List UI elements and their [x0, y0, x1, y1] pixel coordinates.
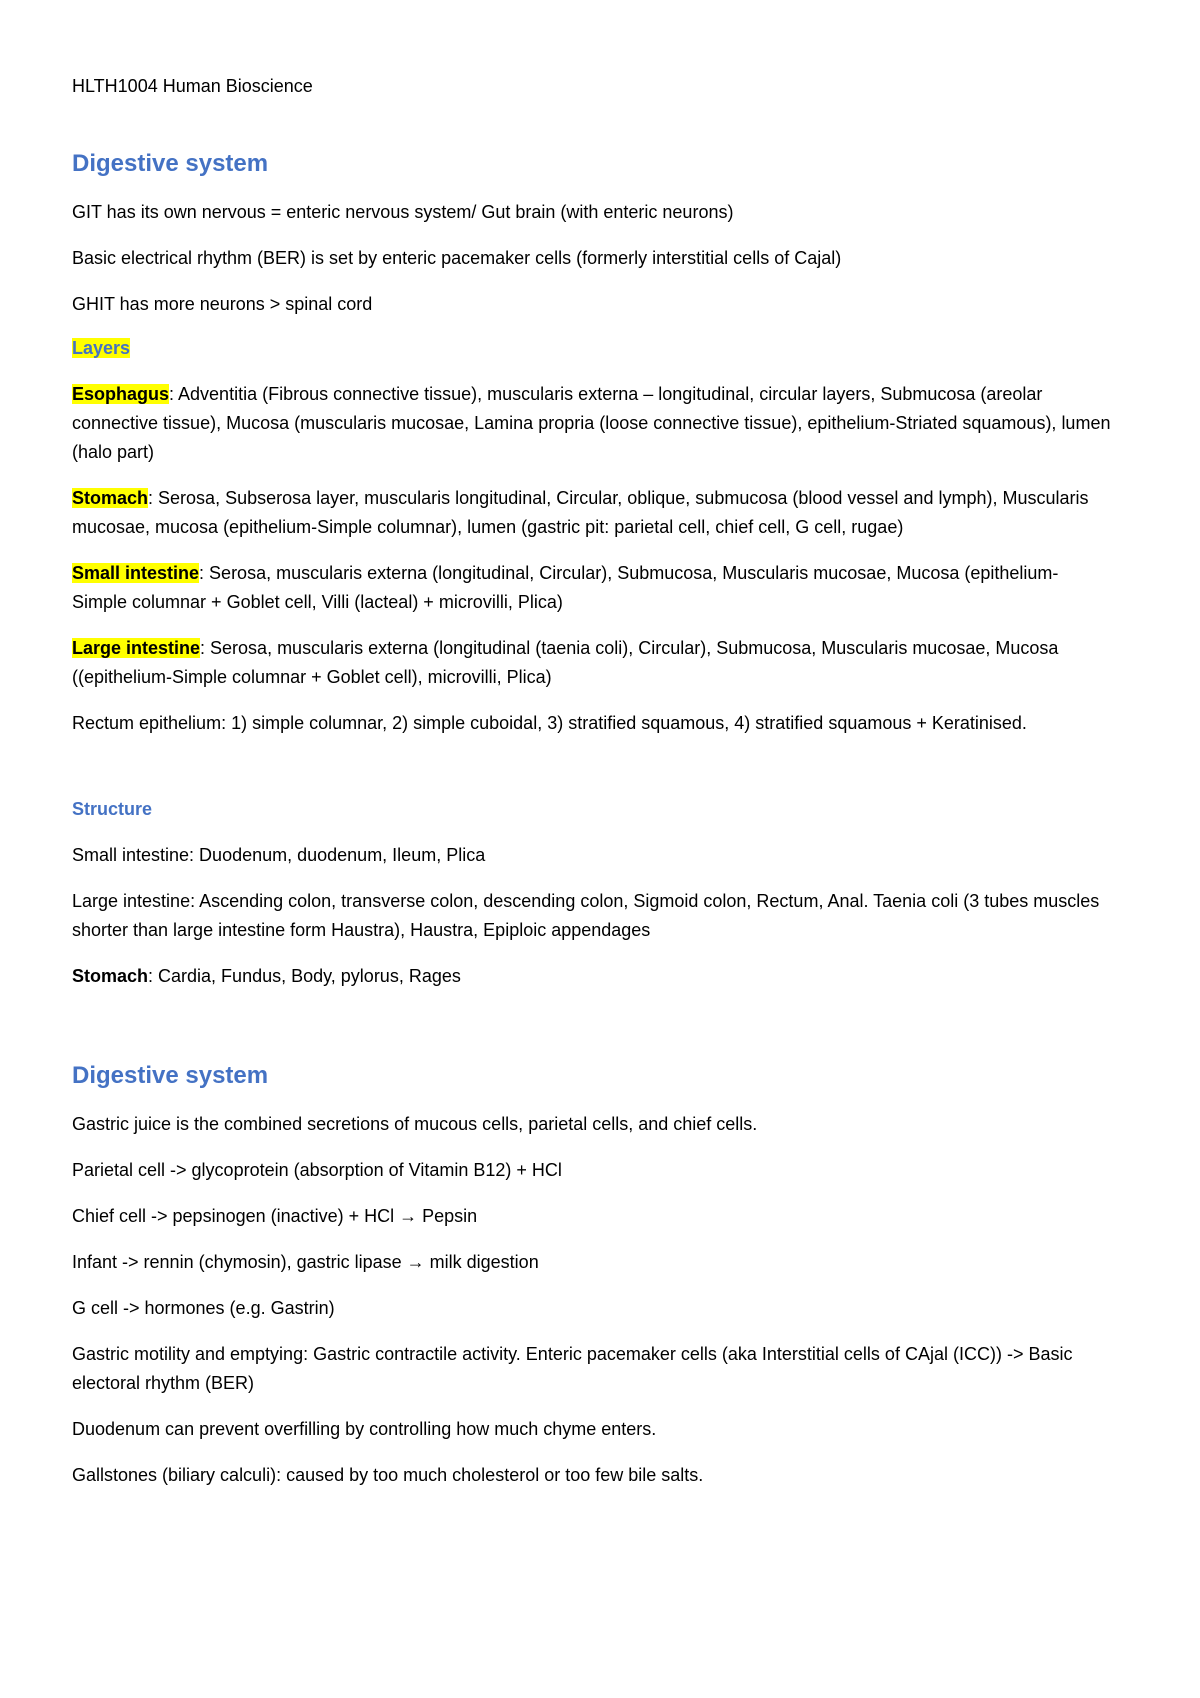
section-title-digestive-system-2: Digestive system: [72, 1062, 269, 1089]
paragraph-gallstones: Gallstones (biliary calculi): caused by too much cholesterol or too few bile salts.: [72, 1465, 704, 1485]
arrow-right-icon: →: [406, 1252, 425, 1272]
layer-esophagus: [72, 380, 1112, 467]
structure-small-intestine: Small intestine: Duodenum, duodenum, Ileum, Plica: [72, 845, 486, 865]
paragraph-gastric-juice: Gastric juice is the combined secretions of mucous cells, parietal cells, and chief cells.: [72, 1114, 758, 1134]
paragraph-rectum-epithelium: Rectum epithelium: 1) simple columnar, 2) simple cuboidal, 3) stratified squamous, 4) stratified squamous + Keratinised.: [72, 713, 1027, 733]
paragraph-infant: [72, 1248, 1112, 1277]
subheading-layers: [72, 336, 1112, 360]
layer-small-intestine: [72, 559, 1112, 617]
layer-label: Stomach: [72, 488, 149, 508]
paragraph-duodenum: Duodenum can prevent overfilling by controlling how much chyme enters.: [72, 1419, 657, 1439]
paragraph-g-cell: G cell -> hormones (e.g. Gastrin): [72, 1298, 335, 1318]
chief-cell-result: Pepsin: [417, 1206, 478, 1226]
structure-label: Stomach: [72, 966, 149, 986]
subheading-structure: Structure: [72, 799, 153, 819]
infant-text: Infant -> rennin (chymosin), gastric lipase: [72, 1252, 407, 1272]
layer-label: Esophagus: [72, 384, 170, 404]
paragraph-enteric-nervous: GIT has its own nervous = enteric nervous system/ Gut brain (with enteric neurons): [72, 202, 734, 222]
layer-stomach: [72, 484, 1112, 542]
layer-text: : Adventitia (Fibrous connective tissue), muscularis externa – longitudinal, circular layers, Submucosa (areolar connective tissue), Mucosa (muscularis mucosae, Lamina propria (loose connective tissue), epithelium-Striated squamous), lumen (halo part): [72, 384, 1111, 462]
section-title-digestive-system: Digestive system: [72, 150, 269, 177]
structure-text: : Cardia, Fundus, Body, pylorus, Rages: [148, 966, 461, 986]
infant-result: milk digestion: [424, 1252, 539, 1272]
layer-large-intestine: [72, 634, 1112, 692]
layer-label: Small intestine: [72, 563, 200, 583]
layer-text: : Serosa, Subserosa layer, muscularis longitudinal, Circular, oblique, submucosa (blood vessel and lymph), Muscularis mucosae, mucosa (epithelium-Simple columnar), lumen (gastric pit: parietal cell, chief cell, G cell, rugae): [72, 488, 1089, 537]
paragraph-ghit-neurons: GHIT has more neurons > spinal cord: [72, 294, 373, 314]
document-body: [72, 148, 1112, 1507]
layer-label: Large intestine: [72, 638, 201, 658]
layer-text: : Serosa, muscularis externa (longitudinal (taenia coli), Circular), Submucosa, Muscularis mucosae, Mucosa ((epithelium-Simple columnar + Goblet cell), microvilli, Plica): [72, 638, 1059, 687]
arrow-right-icon: →: [399, 1206, 418, 1226]
layer-text: : Serosa, muscularis externa (longitudinal, Circular), Submucosa, Muscularis mucosae, Mucosa (epithelium-Simple columnar + Goblet cell, Villi (lacteal) + microvilli, Plica): [72, 563, 1059, 612]
structure-stomach: [72, 962, 1112, 991]
paragraph-gastric-motility: Gastric motility and emptying: Gastric contractile activity. Enteric pacemaker cells (aka Interstitial cells of CAjal (ICC)) -> Basic electoral rhythm (BER): [72, 1344, 1073, 1393]
layers-heading-text: Layers: [72, 338, 131, 358]
structure-large-intestine: Large intestine: Ascending colon, transverse colon, descending colon, Sigmoid colon, Rectum, Anal. Taenia coli (3 tubes muscles shorter than large intestine form Haustra), Haustra, Epiploic appendages: [72, 891, 1100, 940]
page-header: HLTH1004 Human Bioscience: [72, 76, 313, 96]
chief-cell-text: Chief cell -> pepsinogen (inactive) + HCl: [72, 1206, 400, 1226]
paragraph-ber: Basic electrical rhythm (BER) is set by enteric pacemaker cells (formerly interstitial cells of Cajal): [72, 248, 842, 268]
paragraph-chief-cell: [72, 1202, 1112, 1231]
paragraph-parietal-cell: Parietal cell -> glycoprotein (absorption of Vitamin B12) + HCl: [72, 1160, 562, 1180]
